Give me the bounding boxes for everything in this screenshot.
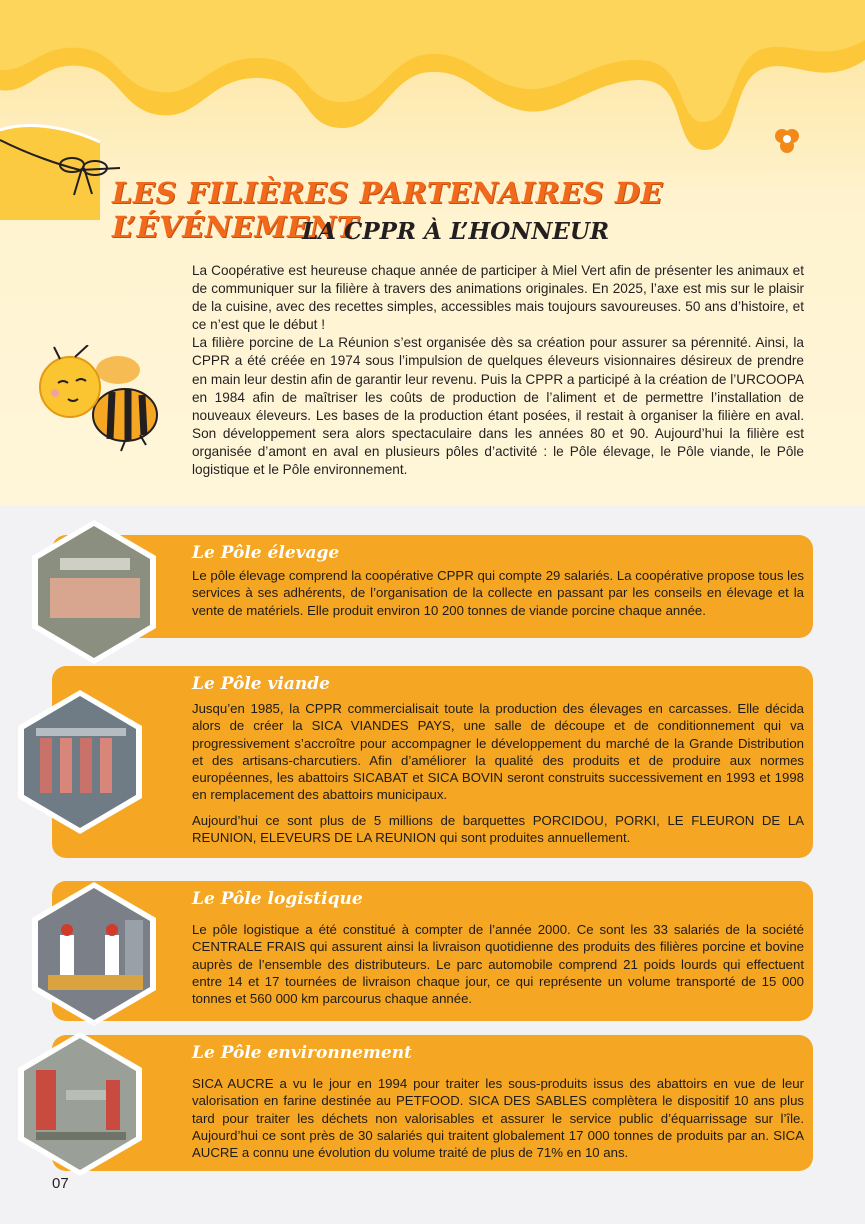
section-paragraph: Aujourd’hui ce sont plus de 5 millions de barquettes PORCIDOU, PORKI, LE FLEURON DE LA REUNION, ELEVEURS DE LA REUNION qui sont produites annuellement. — [192, 812, 804, 846]
section-title: Le Pôle élevage — [192, 543, 340, 563]
section-text — [192, 567, 804, 619]
intro-paragraph: La Coopérative est heureuse chaque année de participer à Miel Vert afin de présenter les animaux et de communiquer sur la filière à travers des animations originales. En 2025, l’axe est mis sur le plaisir de la cuisine, avec des recettes simples, accessibles mais toujours savoureuses. 50 ans d’histoire, et ce n’est que le début ! — [192, 263, 804, 333]
intro-text — [192, 262, 804, 479]
photo-logistics — [30, 880, 158, 1028]
page-subtitle: LA CPPR À L’HONNEUR — [302, 218, 610, 245]
photo-slaughterhouse — [16, 688, 144, 836]
section-card-environnement — [52, 1035, 813, 1171]
photo-pig-farm — [30, 518, 158, 666]
section-title: Le Pôle logistique — [192, 889, 363, 909]
section-paragraph: SICA AUCRE a vu le jour en 1994 pour traiter les sous-produits issus des abattoirs en vue de leur valorisation en farine destinée au PETFOOD. SICA DES SABLES complètera le dispositif 10 ans plus tard pour traiter les déchets non valorisables et assurer le service public d’équarrissage sur l’île. Aujourd’hui ce sont près de 30 salariés qui traitent globalement 17 000 tonnes de produits par an. SICA AUCRE a connu une évolution du volume traité de plus de 71% en 10 ans. — [192, 1076, 804, 1161]
flower-icon — [772, 126, 802, 156]
section-paragraph: Le pôle élevage comprend la coopérative CPPR qui compte 29 salariés. La coopérative propose tous les services à ses adhérents, de l’organisation de la collecte en passant par les conseils en élevage et la vente de matériels. Elle produit environ 10 200 tonnes de viande porcine chaque année. — [192, 568, 804, 618]
page-number: 07 — [52, 1175, 69, 1192]
section-text — [192, 1075, 804, 1161]
page-title: LES FILIÈRES PARTENAIRES DE L’ÉVÉNEMENT — [112, 176, 664, 244]
section-title: Le Pôle viande — [192, 674, 330, 694]
bee-icon — [30, 345, 165, 455]
section-title: Le Pôle environnement — [192, 1043, 412, 1063]
section-text — [192, 700, 804, 846]
intro-paragraph: La filière porcine de La Réunion s’est organisée dès sa création pour assurer sa pérennité. Ainsi, la CPPR a été créée en 1974 sous l’impulsion de quelques éleveurs visionnaires désireux de prendre en main leur destin afin de garantir leur revenu. Puis la CPPR a participé à la création de l’URCOOPA en 1984 afin de maîtriser les coûts de production de l’aliment et de permettre l’installation de nouveaux éleveurs. Les bases de la production étant posées, il restait à organiser la filière en aval. Son développement sera alors spectaculaire dans les années 80 et 90. Aujourd’hui la filière est organisée d’amont en aval en plusieurs pôles d’activité : le Pôle élevage, le Pôle viande, le Pôle logistique et le Pôle environnement. — [192, 335, 804, 478]
photo-processing-plant — [16, 1030, 144, 1178]
section-paragraph: Le pôle logistique a été constitué à compter de l’année 2000. Ce sont les 33 salariés de la société CENTRALE FRAIS qui assurent ainsi la livraison quotidienne des produits des filières porcine et bovine auprès de l’ensemble des distributeurs. Le parc automobile comprend 21 poids lourds qui effectuent entre 14 et 17 tournées de livraison chaque jour, ce qui représente un volume transporté de 15 000 tonnes et 560 000 km parcourus chaque année. — [192, 922, 804, 1007]
section-card-viande — [52, 666, 813, 858]
section-card-elevage — [52, 535, 813, 638]
section-text — [192, 921, 804, 1007]
section-paragraph: Jusqu’en 1985, la CPPR commercialisait toute la production des élevages en carcasses. Elle décida alors de créer la SICA VIANDES PAYS, une salle de découpe et de conditionnement qui va progressivement s’accroître pour accompagner le développement du marché de la Grande Distribution et des artisans-charcutiers. Afin d’améliorer la qualité des produits et de produire aux normes européennes, les abattoirs SICABAT et SICA BOVIN seront construits successivement en 1993 et 1998 en remplacement des abattoirs municipaux. — [192, 701, 804, 803]
section-card-logistique — [52, 881, 813, 1021]
